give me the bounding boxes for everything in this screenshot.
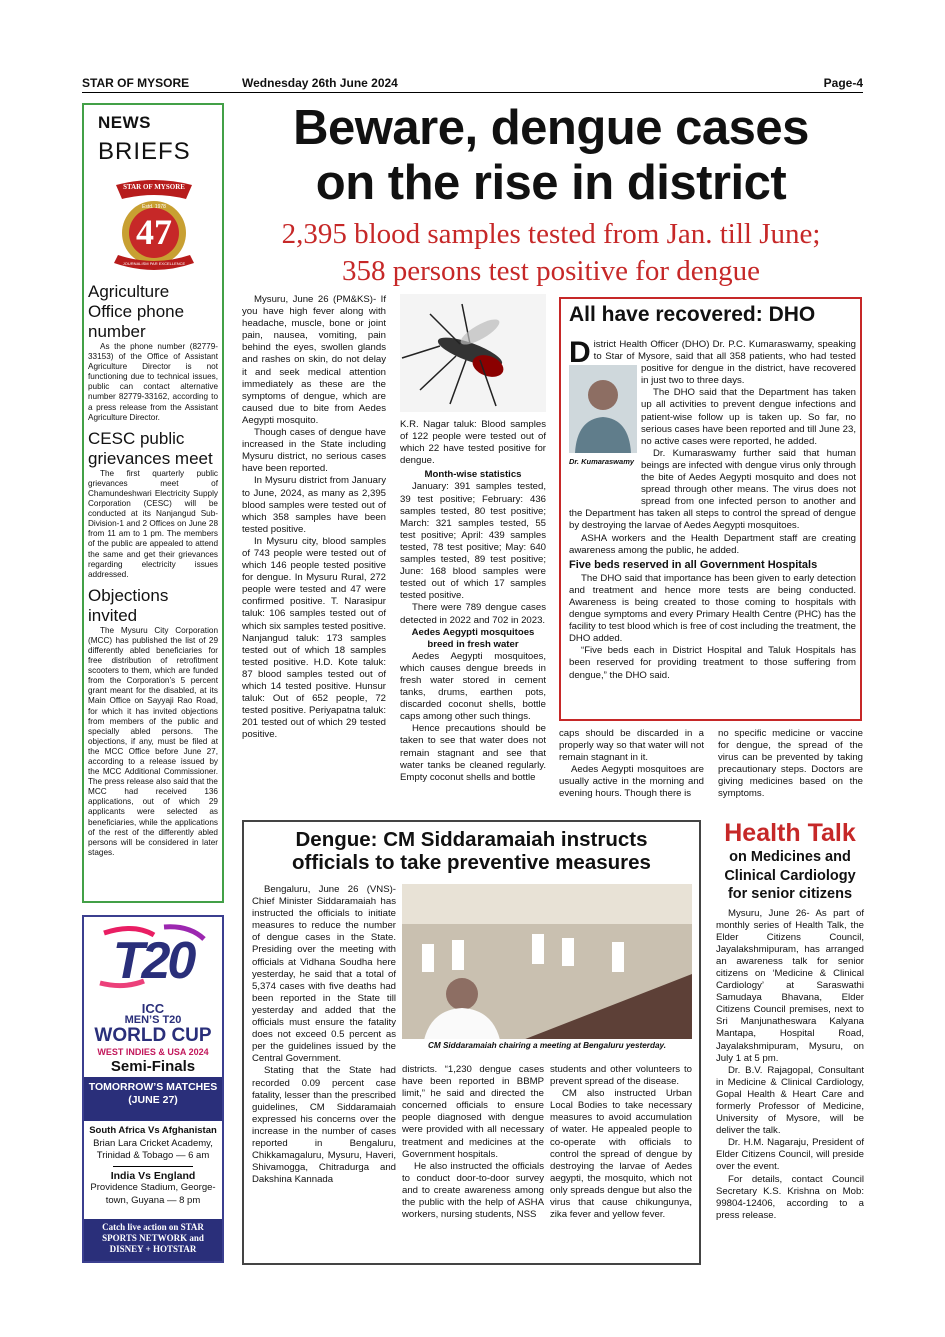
brief-body-cesc: The first quarterly public grievances meet of Chamundeshwari Electricity Supply Corporation (CESC) will be conducted at its Nanjangud Sub-Division-1 and 2 Offices on June 28 from 11 am to 1 pm. The members of the public are appealed to attend the same and get their grievances regarding electricity issues addressed.	[88, 468, 218, 579]
cm-para: CM also instructed Urban Local Bodies to take necessary measures to avoid accumulation of water. He appealed people to co-operate with officials to control the spread of dengue by destroying the larvae of Aedes aegypti, the mosquito, which not only spreads dengue but also the virus that cause chikungunya, zika fever and yellow fever.	[550, 1088, 692, 1221]
page-header	[82, 76, 863, 93]
tomorrow-label: TOMORROW’S MATCHES	[88, 1081, 218, 1093]
cm-column-1	[252, 884, 396, 1186]
venue-1: Brian Lara Cricket Academy, Trinidad & Tobago — 6 am	[93, 1137, 213, 1161]
match-1: South Africa Vs Afghanistan	[89, 1125, 217, 1136]
dho-para: The DHO said that the Department has taken up all activities to prevent dengue infections and patient-wise follow up is taken up. So far, no serious cases have been reported and till June 23, no active cases were reported, he added.	[641, 387, 856, 447]
dho-para: istrict Health Officer (DHO) Dr. P.C. Kumaraswamy, speaking to Star of Mysore, said that all 358 patients, who had tested positive for dengue in the district, have recovered in just two to three days.	[593, 339, 856, 387]
hosts-label: WEST INDIES & USA 2024	[97, 1047, 209, 1057]
article-para: Though cases of dengue have increased in the State including Mysuru district, no serious cases have been reported.	[242, 427, 386, 475]
sub-headline-line-1: 2,395 blood samples tested from Jan. till June;	[281, 218, 821, 250]
sub-headline-line-2: 358 persons test positive for dengue	[341, 255, 760, 287]
mosquito-icon	[400, 294, 546, 412]
article-para: no specific medicine or vaccine for dengue, the spread of the virus can be prevented by taking precautionary steps. Doctors are giving medicines based on the symptoms.	[718, 728, 863, 800]
health-para: For details, contact Council Secretary K.S. Krishna on Mob: 99804-12406, according to a press release.	[716, 1173, 864, 1221]
logo-tagline: JOURNALISM PAR EXCELLENCE	[122, 261, 186, 266]
headline-line-2: on the rise in district	[315, 156, 787, 210]
drop-cap: D	[569, 336, 591, 369]
logo-banner: STAR OF MYSORE	[123, 183, 185, 191]
article-para: There were 789 dengue cases detected in 2022 and 702 in 2023.	[400, 602, 546, 626]
article-para: Mysuru, June 26 (PM&KS)- If you have high fever along with headache, muscle, bone or joint pain, nausea, vomiting, pain behind the eyes, swollen glands and rashes on skin, do not delay it and seek medical attention immediately as these are the symptoms of dengue, which are caused due to bite from Aedes Aegypti mosquito.	[242, 294, 386, 426]
cm-story-box	[242, 820, 701, 1265]
health-talk-title: Health Talk	[724, 819, 856, 847]
cm-para: He also instructed the officials to conduct door-to-door survey and to create awareness among the public with the help of ASHA workers, nursing students, NSS	[402, 1160, 544, 1221]
logo-est: Estd. 1978	[142, 204, 166, 210]
brief-heading-cesc: CESC public grievances meet	[88, 428, 213, 468]
dho-title: All have recovered: DHO	[569, 303, 816, 326]
dho-text	[569, 336, 856, 682]
health-talk-subtitle	[716, 848, 864, 904]
health-sub-1: on Medicines and	[729, 849, 851, 865]
dho-para: Dr. Kumaraswamy further said that human beings are infected with dengue virus only through the bite of Aedes Aegypti mosquito and does not spread through other means. The virus does not spread from one infected person to another and the Department has taken all steps to control the spread of dengue by destroying the larvae of Aedes Aegypti mosquitoes.	[569, 447, 856, 532]
match-2: India Vs England	[110, 1169, 196, 1182]
semi-finals-label: Semi-Finals	[110, 1058, 196, 1075]
brief-heading-agriculture: Agriculture Office phone number	[88, 282, 185, 341]
live-broadcast-note: Catch live action on STAR SPORTS NETWORK and DISNEY + HOTSTAR	[84, 1219, 222, 1261]
headline-line-1: Beware, dengue cases	[293, 101, 809, 155]
meeting-photo-caption: CM Siddaramaiah chairing a meeting at Bengaluru yesterday.	[402, 1039, 692, 1052]
tomorrow-banner	[84, 1077, 222, 1121]
meeting-photo-icon	[402, 884, 692, 1052]
world-cup-label: WORLD CUP	[94, 1025, 212, 1046]
briefs-title-news: NEWS	[98, 113, 151, 132]
article-para: K.R. Nagar taluk: Blood samples of 122 people were tested out of which 22 have tested positive for dengue.	[400, 419, 546, 467]
paper-name: STAR OF MYSORE	[82, 76, 190, 90]
cm-para: Bengaluru, June 26 (VNS)- Chief Minister Siddaramaiah has instructed the officials to initiate measures to reduce the number of dengue cases in the State. Presiding over the meeting with officials at Vidhana Soudha here yesterday, he said that a total of 5,374 cases with five deaths had been reported in the State till yesterday and added that the officials must ensure the fatality does not exceed 0.5 percent as per the guidelines issued by the Central Government.	[252, 884, 396, 1065]
dho-para: ASHA workers and the Health Department staff are creating awareness among the public, he added.	[569, 532, 856, 556]
brief-body-objections: The Mysuru City Corporation (MCC) has published the list of 29 differently abled beneficiaries for free distribution of retrofitment scooters to them, which are funded from the Corporation’s 5 percent grant meant for the disabled, at its Main Office on Sayyaji Rao Road, for which it has invited objections from members of the public and specially abled persons. The objections, if any, must be filed at the MCC Office before June 27, according to a release issued by the MCC Additional Commissioner. The press release also said that the MCC had received 136 applications, out of which 29 applicants were selected as beneficiaries, while the applications of the rest of the differently abled persons will be considered in later stages.	[88, 625, 218, 857]
dho-para: “Five beds each in District Hospital and Taluk Hospitals has been reserved for providing treatment to those suffering from dengue,” the DHO said.	[569, 645, 856, 681]
cm-para: districts. “1,230 dengue cases have been reported in BBMP limit,” he said and directed the concerned officials to ensure people diagnosed with dengue were provided with all necessary treatment and medicines at the Government hospitals.	[402, 1064, 544, 1160]
article-para: Aedes Aegypti mosquitoes are usually active in the morning and evening hours. Though there is	[559, 764, 704, 800]
health-sub-3: for senior citizens	[727, 886, 853, 902]
cm-headline-line-1: Dengue: CM Siddaramaiah instructs	[295, 828, 648, 851]
t20-logo-area	[84, 917, 222, 1075]
article-column-3	[559, 728, 704, 801]
article-para: Hence precautions should be taken to see that water does not remain stagnant and see that water tanks be cleaned regularly. Empty coconut shells and bottle	[400, 723, 546, 783]
cm-headline	[244, 828, 699, 874]
anniversary-logo	[106, 177, 202, 277]
cm-column-3	[550, 1064, 692, 1221]
dr-photo-caption: Dr. Kumaraswamy	[569, 457, 635, 466]
t20-wordmark: T20	[112, 932, 194, 990]
article-para: caps should be discarded in a properly way so that water will not remain stagnant in it.	[559, 728, 704, 764]
subhead-month-wise: Month-wise statistics	[424, 469, 522, 481]
brief-heading-objections: Objections invited	[88, 585, 169, 625]
dho-para: The DHO said that importance has been given to early detection and treatment and hence more tests are being conducted. Awareness is being created to those coming to hospitals with dengue symptoms and every Primary Health Centre (PHC) has the facility to test blood which is free of cost including the treatment, the DHO added.	[569, 572, 856, 645]
briefs-title-briefs: BRIEFS	[98, 138, 191, 165]
dho-box	[559, 297, 862, 721]
subhead-breeding: Aedes Aegypti mosquitoes breed in fresh water	[411, 626, 535, 650]
brief-body-agriculture: As the phone number (82779-33153) of the Office of Assistant Agriculture Director is not functioning due to technical issues, public can contact alternative number 82779-33162, according to a press release from the Assistant Agriculture Director.	[88, 342, 218, 422]
cm-para: Stating that the State had recorded 0.09 percent case fatality, lesser than the prescribed guidelines, CM Siddaramaiah expressed his concerns over the increase in the number of cases reported in Bengaluru, Chikkamagaluru, Mysuru, Haveri, Shivamogga, Chitradurga and Dakshina Kannada	[252, 1065, 396, 1186]
health-sub-2: Clinical Cardiology	[724, 867, 856, 884]
briefs-list	[88, 282, 218, 858]
article-column-1	[242, 294, 386, 741]
icc-label: ICC	[141, 1001, 165, 1016]
t20-world-cup-ad	[82, 915, 224, 1263]
article-para: Aedes Aegypti mosquitoes, which causes dengue breeds in fresh water stored in cement tanks, drums, earthen pots, discarded coconut shells, bottle caps among other such things.	[400, 650, 546, 723]
cm-para: students and other volunteers to prevent spread of the disease.	[550, 1064, 692, 1088]
cm-column-2	[402, 1064, 544, 1221]
article-column-2	[400, 419, 546, 784]
dho-subhead: Five beds reserved in all Government Hospitals	[569, 558, 818, 571]
health-para: Dr. H.M. Nagaraju, President of Elder Citizens Council, will preside over the event.	[716, 1137, 864, 1173]
health-talk	[716, 818, 864, 1222]
news-briefs-box	[82, 103, 224, 903]
tomorrow-date: (JUNE 27)	[128, 1094, 178, 1106]
health-para: Dr. B.V. Rajagopal, Consultant in Medicine & Clinical Cardiology, Gopal Health & Heart Care and formerly Professor of Medicine, University of Mysore, will be deliver the talk.	[716, 1064, 864, 1137]
article-para: In Mysuru city, blood samples of 743 people were tested out of which 146 people tested positive for dengue. In Mysuru Rural, 272 people were tested and 47 were confirmed positive. T. Narasipur taluk: 106 samples tested out of which six samples tested positive. Nanjangud taluk: 173 samples tested out of which 18 samples tested positive. H.D. Kote taluk: 87 blood samples tested out of which 14 tested positive. Hunsur taluk: Out of 652 people, 72 tested positive. Periyapatna taluk: 201 tested out of which 29 tested positive.	[242, 535, 386, 741]
sub-headline	[236, 216, 866, 290]
mens-t20-label: MEN’S T20	[124, 1014, 182, 1026]
article-para: January: 391 samples tested, 39 test positive; February: 436 samples tested, 80 test positive; March: 321 samples tested, 55 test positive; April: 439 samples tested, 78 test positive; May: 640 samples tested, 89 test positive; June: 168 blood samples were tested out of which 17 samples tested positive.	[400, 481, 546, 602]
logo-number: 47	[136, 212, 172, 252]
article-para: In Mysuru district from January to June, 2024, as many as 2,395 blood samples were tested out of which 358 samples have been tested positive.	[242, 475, 386, 535]
article-column-4	[718, 728, 863, 801]
page-number: Page-4	[823, 76, 863, 90]
cm-headline-line-2: officials to take preventive measures	[292, 851, 651, 874]
main-headline	[236, 101, 866, 211]
health-para: Mysuru, June 26- As part of monthly series of Health Talk, the Elder Citizens Council, Jayalakshmipuram, has arranged an awareness talk for senior citizens on ‘Medicine & Clinical Cardiology’ at Saraswathi Samudaya Bhavana, Elder Citizens Council premises, next to Sri Manjunatheswara Kalyana Mantapa, Hospital Road, Jayalakshmipuram, Mysuru, on July 1 at 5 pm.	[716, 907, 864, 1064]
fixtures	[88, 1125, 218, 1207]
issue-date: Wednesday 26th June 2024	[242, 76, 398, 90]
meeting-photo	[402, 884, 692, 1052]
venue-2: Providence Stadium, George-town, Guyana — 8 pm	[90, 1182, 216, 1206]
mosquito-photo	[400, 294, 546, 412]
